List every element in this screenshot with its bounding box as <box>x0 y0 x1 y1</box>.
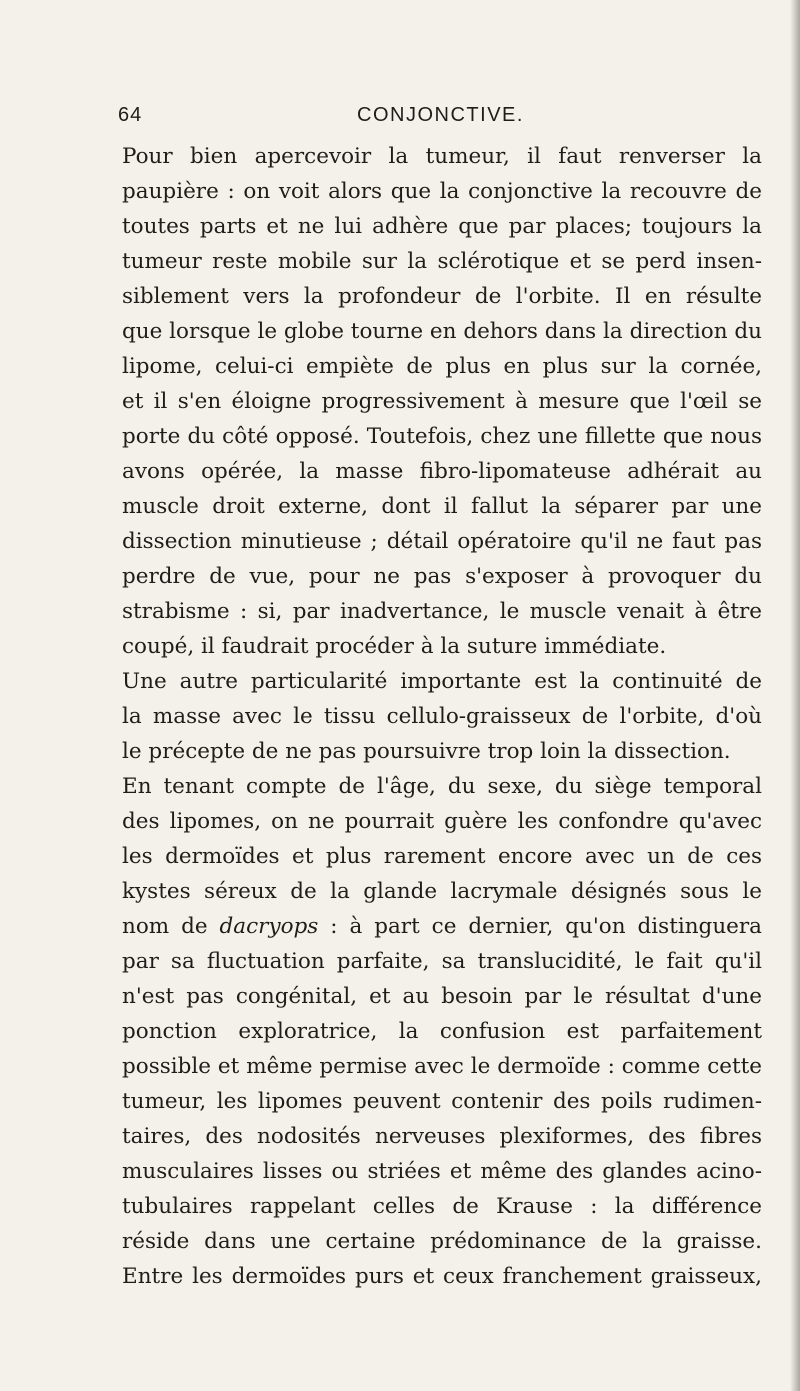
text-line: tumeur reste mobile sur la sclérotique et se perd insen- <box>122 249 762 274</box>
text-line: tubulaires rappelant celles de Krause : la différence <box>122 1194 762 1219</box>
text-line: le précepte de ne pas poursuivre trop loin la dissection. <box>122 739 731 764</box>
text-line: taires, des nodosités nerveuses plexiformes, des fibres <box>122 1124 762 1149</box>
text-line: les dermoïdes et plus rarement encore avec un de ces <box>122 844 762 869</box>
italic-term-dacryops: dacryops <box>219 914 319 939</box>
text-line: muscle droit externe, dont il fallut la séparer par une <box>122 494 762 519</box>
text-line: possible et même permise avec le dermoïde : comme cette <box>122 1054 762 1079</box>
text-line: En tenant compte de l'âge, du sexe, du siège temporal <box>122 774 762 799</box>
text-line: coupé, il faudrait procéder à la suture immédiate. <box>122 634 667 659</box>
text-line: avons opérée, la masse fibro-lipomateuse adhérait au <box>122 459 762 484</box>
text-line: la masse avec le tissu cellulo-graisseux de l'orbite, d'où <box>122 704 762 729</box>
text-line: lipome, celui-ci empiète de plus en plus sur la cornée, <box>122 354 762 379</box>
text-line: des lipomes, on ne pourrait guère les confondre qu'avec <box>122 809 762 834</box>
text-line: dissection minutieuse ; détail opératoire qu'il ne faut pas <box>122 529 762 554</box>
line-text-after: : à part ce dernier, qu'on distinguera <box>318 914 762 939</box>
text-line: kystes séreux de la glande lacrymale désignés sous le <box>122 879 762 904</box>
body-text <box>122 139 762 1294</box>
page-header <box>118 104 763 134</box>
text-line: strabisme : si, par inadvertance, le muscle venait à être <box>122 599 762 624</box>
text-line: toutes parts et ne lui adhère que par places; toujours la <box>122 214 762 239</box>
text-line: Une autre particularité importante est la continuité de <box>122 669 762 694</box>
running-title: CONJONCTIVE. <box>357 104 524 126</box>
text-line: et il s'en éloigne progressivement à mesure que l'œil se <box>122 389 762 414</box>
text-line: siblement vers la profondeur de l'orbite. Il en résulte <box>122 284 762 309</box>
text-line: perdre de vue, pour ne pas s'exposer à provoquer du <box>122 564 762 589</box>
text-line: tumeur, les lipomes peuvent contenir des poils rudimen- <box>122 1089 762 1114</box>
text-line: réside dans une certaine prédominance de la graisse. <box>122 1229 762 1254</box>
text-line: Pour bien apercevoir la tumeur, il faut renverser la <box>122 144 762 169</box>
text-line-with-italic <box>122 909 762 944</box>
text-line: porte du côté opposé. Toutefois, chez une fillette que nous <box>122 424 762 449</box>
text-line: n'est pas congénital, et au besoin par le résultat d'une <box>122 984 762 1009</box>
text-line: musculaires lisses ou striées et même des glandes acino- <box>122 1159 762 1184</box>
text-line: ponction exploratrice, la confusion est parfaitement <box>122 1019 762 1044</box>
page-edge-shadow <box>790 0 800 1391</box>
page-number: 64 <box>118 104 143 126</box>
line-text-before: nom de <box>122 914 220 939</box>
text-line: Entre les dermoïdes purs et ceux franchement graisseux, <box>122 1264 762 1289</box>
text-line: paupière : on voit alors que la conjonctive la recouvre de <box>122 179 762 204</box>
text-line: que lorsque le globe tourne en dehors dans la direction du <box>122 319 762 344</box>
text-line: par sa fluctuation parfaite, sa translucidité, le fait qu'il <box>122 949 762 974</box>
